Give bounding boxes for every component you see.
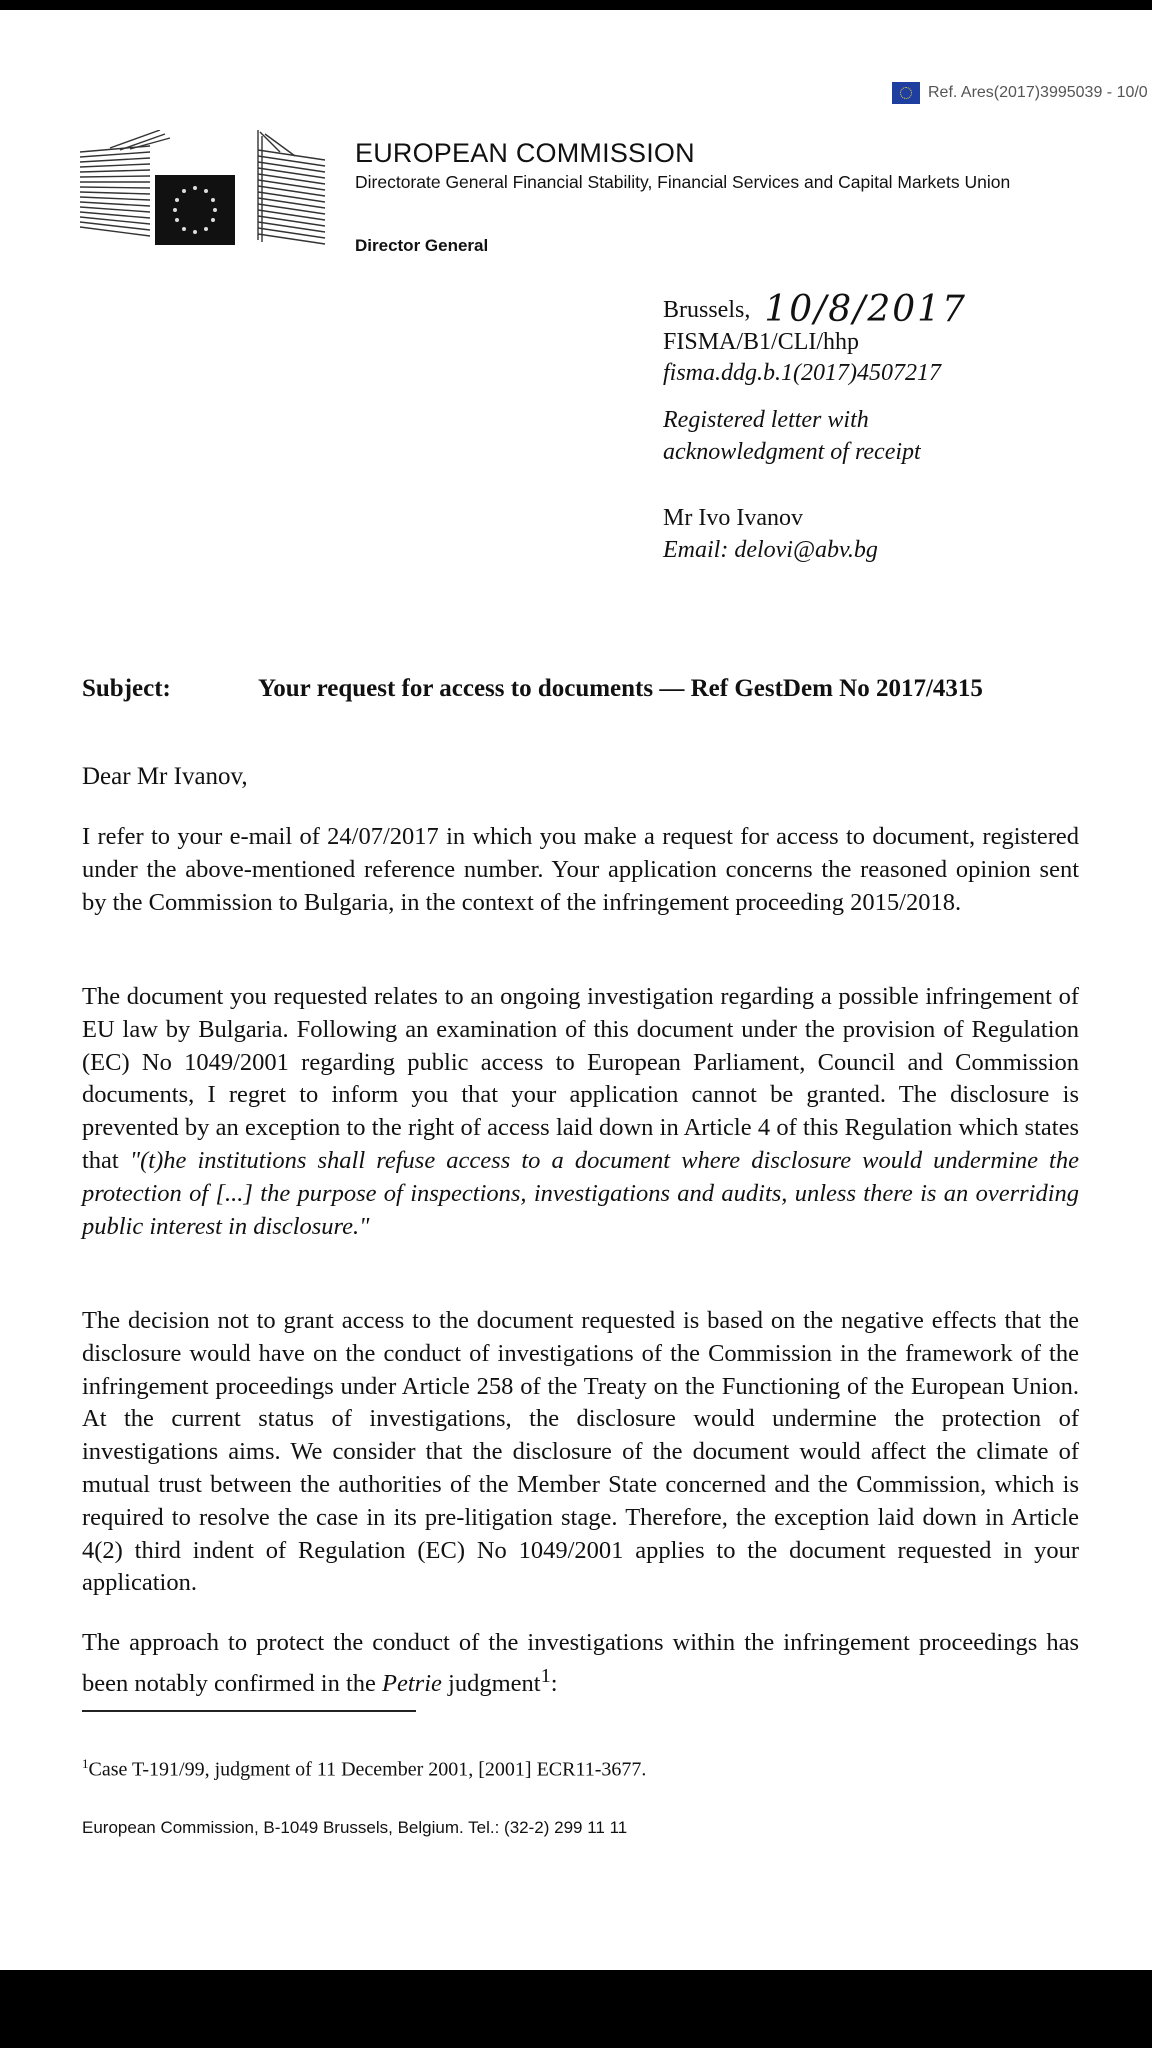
- registered-letter-line2: acknowledgment of receipt: [663, 439, 921, 465]
- footnote-number: 1: [82, 1756, 89, 1771]
- ares-reference-text: Ref. Ares(2017)3995039 - 10/0: [928, 84, 1148, 101]
- file-reference-text: FISMA/B1/CLI/hhp: [663, 329, 860, 355]
- recipient-email: Email: delovi@abv.bg: [663, 537, 878, 563]
- file-reference: [663, 327, 859, 358]
- footnote-divider: [82, 1710, 416, 1712]
- director-general-label: Director General: [355, 236, 489, 255]
- footnote-text: Case T-191/99, judgment of 11 December 2001, [2001] ECR11-3677.: [88, 1758, 647, 1781]
- scan-top-border: [0, 0, 1152, 10]
- paragraph-1: I refer to your e-mail of 24/07/2017 in which you make a request for access to document, registered under the above-mentioned reference number. Your application concerns the reasoned opinion sent by the Commission to Bulgaria, in the context of the infringement proceeding 2015/2018.: [82, 823, 1079, 916]
- paragraph-2: [82, 981, 1079, 1243]
- footnote-marker: 1: [540, 1664, 551, 1687]
- directorate-general: Directorate General Financial Stability, Financial Services and Capital Markets Union: [355, 172, 1011, 192]
- city: Brussels,: [663, 297, 751, 323]
- salutation: Dear Mr Ivanov,: [82, 763, 248, 790]
- paragraph-4-text: The approach to protect the conduct of the investigations within the infringement proceedings has been notably confirmed in the: [82, 1629, 1079, 1697]
- registered-letter-line1: Registered letter with: [663, 407, 869, 433]
- petrie-case-name: Petrie: [382, 1669, 442, 1697]
- letter-footer: European Commission, B-1049 Brussels, Belgium. Tel.: (32-2) 299 11 11: [82, 1818, 628, 1837]
- subject-label: Subject:: [82, 675, 171, 702]
- recipient-name: Mr Ivo Ivanov: [663, 505, 803, 531]
- ares-reference: [892, 82, 1148, 104]
- paragraph-2-text: The document you requested relates to an ongoing investigation regarding a possible infringement of EU law by Bulgaria. Following an examination of this document under the provision of Regulation (EC) No 1049/2001 regarding public access to European Parliament, Council and Commission documents, I regret to inform you that your application cannot be granted. The disclosure is prevented by an exception to the right of access laid down in Article 4 of this Regulation which states that: [82, 983, 1079, 1174]
- scan-bottom-border: [0, 1970, 1152, 2048]
- paragraph-3: The decision not to grant access to the document requested is based on the negative effects that the disclosure would have on the conduct of investigations of the Commission in the framework of the infringement proceedings under Article 258 of the Treaty on the Functioning of the European Union. At the current status of investigations, the disclosure would undermine the protection of investigations aims. We consider that the disclosure of the document would affect the climate of mutual trust between the authorities of the Member State concerned and the Commission, which is required to resolve the case in its pre-litigation stage. Therefore, the exception laid down in Article 4(2) third indent of Regulation (EC) No 1049/2001 applies to the document requested in your application.: [82, 1307, 1079, 1597]
- footnote: [82, 1756, 646, 1782]
- place-date-line: [663, 289, 967, 330]
- eu-flag-icon: [892, 82, 920, 104]
- ares-document-number: fisma.ddg.b.1(2017)4507217: [663, 360, 941, 386]
- regulation-quote: "(t)he institutions shall refuse access to a document where disclosure would undermine the protection of [...] the purpose of inspections, investigations and audits, unless there is an overriding public interest in disclosure.": [82, 1146, 1079, 1240]
- paragraph-4-judgment: judgment: [441, 1669, 541, 1697]
- european-commission-logo: [80, 130, 330, 250]
- organization-name: EUROPEAN COMMISSION: [355, 138, 695, 168]
- subject-text: Your request for access to documents — Ref GestDem No 2017/4315: [258, 675, 983, 702]
- handwritten-date: 10/8/2017: [764, 289, 967, 330]
- paragraph-4-colon: :: [550, 1669, 558, 1697]
- paragraph-4: [82, 1627, 1079, 1701]
